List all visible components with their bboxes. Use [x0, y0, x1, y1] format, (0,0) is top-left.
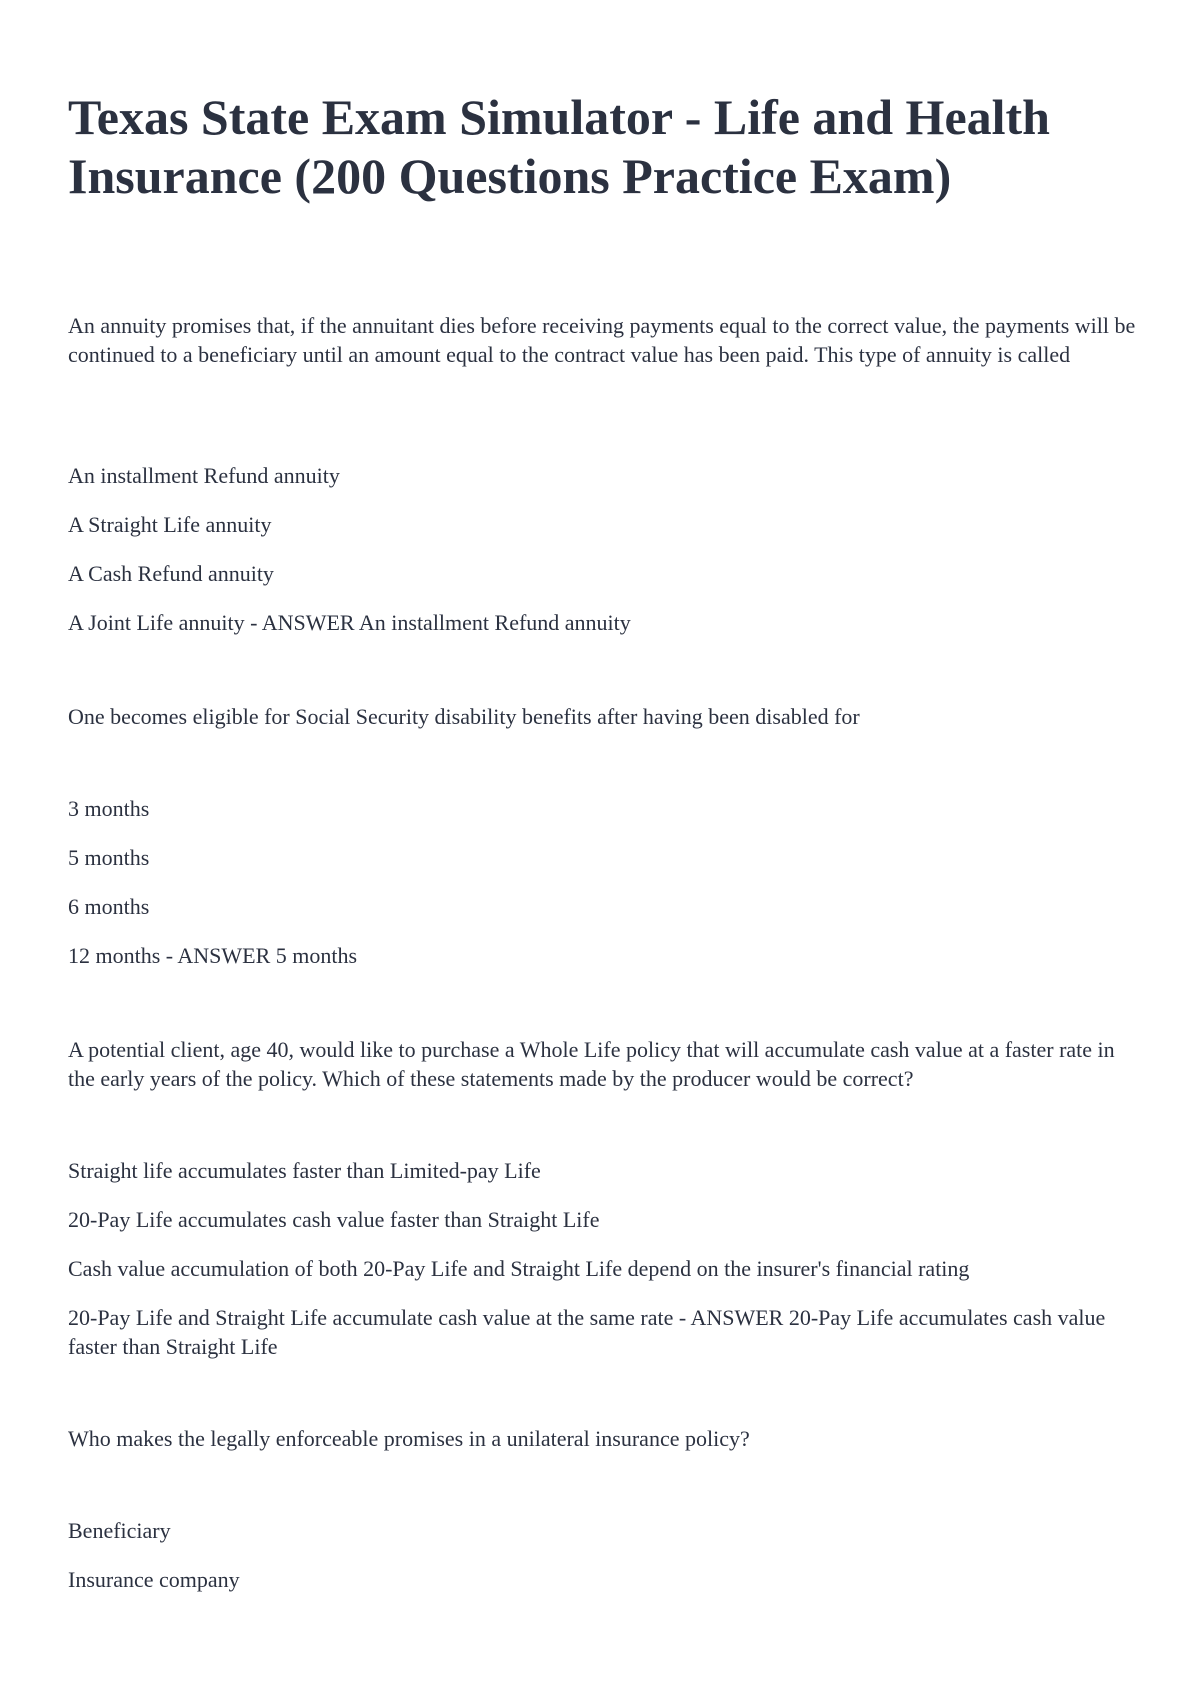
question-4-option-1: Beneficiary — [68, 1518, 171, 1543]
question-4-prompt: Who makes the legally enforceable promises in a unilateral insurance policy? — [68, 1426, 750, 1451]
page-title: Texas State Exam Simulator - Life and Health Insurance (200 Questions Practice Exam) — [68, 89, 1050, 204]
question-3-option-1: Straight life accumulates faster than Limited-pay Life — [68, 1158, 541, 1183]
question-2-option-3: 6 months — [68, 894, 150, 919]
question-2-option-4-answer: 12 months - ANSWER 5 months — [68, 943, 358, 968]
question-1-option-2: A Straight Life annuity — [68, 512, 272, 537]
question-1-option-4-answer: A Joint Life annuity - ANSWER An installment Refund annuity — [68, 610, 631, 635]
question-4-option-2: Insurance company — [68, 1567, 240, 1592]
question-2-prompt: One becomes eligible for Social Security disability benefits after having been disabled for — [68, 704, 860, 729]
question-3-prompt: A potential client, age 40, would like to purchase a Whole Life policy that will accumulate cash value at a faster rate in the early years of the policy. Which of these statements made by the producer would be correct? — [68, 1037, 1115, 1091]
question-1-option-1: An installment Refund annuity — [68, 463, 340, 488]
question-1-option-3: A Cash Refund annuity — [68, 561, 274, 586]
question-3-option-3: Cash value accumulation of both 20-Pay Life and Straight Life depend on the insurer's financial rating — [68, 1256, 970, 1281]
question-3-option-2: 20-Pay Life accumulates cash value faster than Straight Life — [68, 1207, 600, 1232]
question-3-option-4-answer: 20-Pay Life and Straight Life accumulate cash value at the same rate - ANSWER 20-Pay Life accumulates cash value faster than Straight Life — [68, 1305, 1106, 1359]
question-2-option-1: 3 months — [68, 796, 150, 821]
question-2-option-2: 5 months — [68, 845, 150, 870]
question-1-prompt: An annuity promises that, if the annuitant dies before receiving payments equal to the correct value, the payments will be continued to a beneficiary until an amount equal to the contract value has been paid. This type of annuity is called — [68, 313, 1136, 367]
